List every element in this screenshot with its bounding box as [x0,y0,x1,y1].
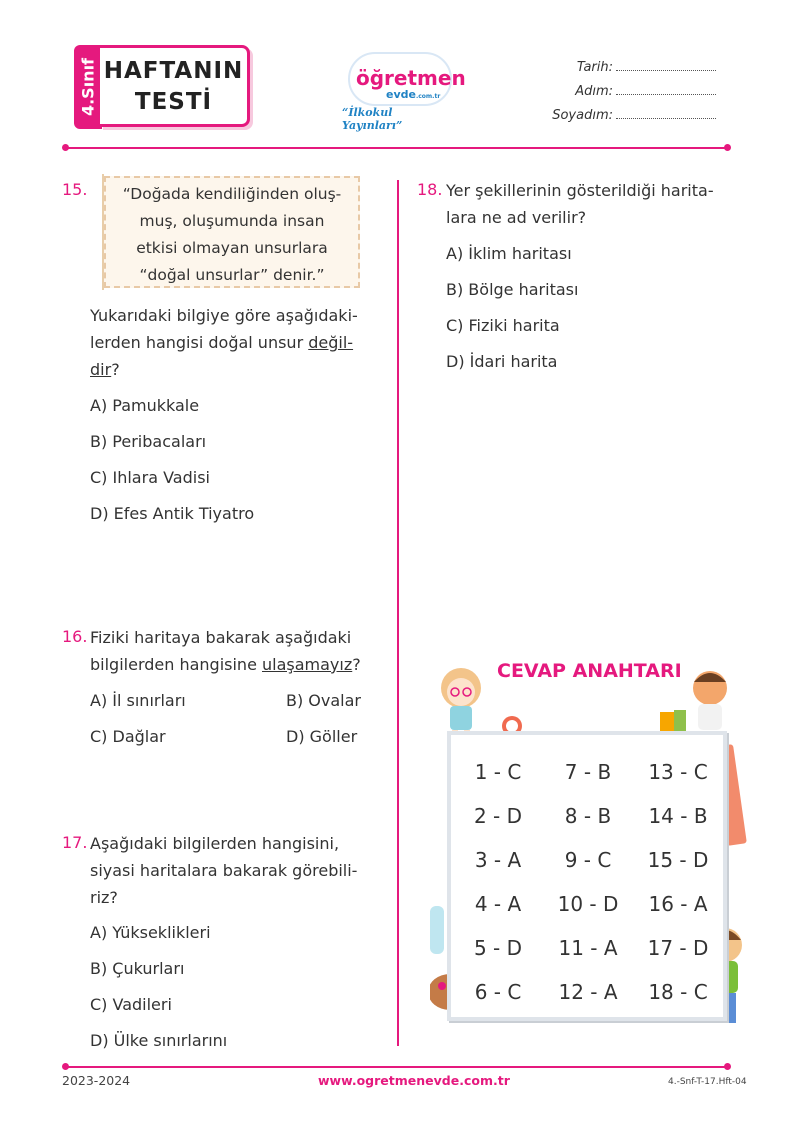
answer-item: 5 - D [473,936,523,960]
answer-item: 16 - A [648,892,708,916]
answer-item: 12 - A [558,980,618,1004]
question-number: 16. [62,627,88,646]
footer-divider [66,1066,726,1068]
question-number: 18. [417,180,443,199]
option-a[interactable]: A) Yükseklikleri [90,923,211,942]
question-number: 15. [62,180,88,199]
answer-item: 13 - C [648,760,708,784]
publisher-logo [340,46,466,132]
option-c[interactable]: C) Dağlar [90,727,166,746]
grade-label: 4.Sınıf [78,57,98,117]
title-line-1: HAFTANIN [103,58,244,84]
answer-item: 3 - A [474,848,522,872]
answer-item: 2 - D [473,804,523,828]
option-a[interactable]: A) İklim haritası [446,244,572,263]
option-a[interactable]: A) İl sınırları [90,691,186,710]
title-line-2: TESTİ [134,89,213,115]
divider-dot [62,144,69,151]
option-d[interactable]: D) Ülke sınırlarını [90,1031,228,1050]
question-stem: Yukarıdaki bilgiye göre aşağıdaki- lerden hangisi doğal unsur değil- dir? [90,306,358,379]
footer-code: 4.-Snf-T-17.Hft-04 [668,1077,747,1087]
answer-item: 11 - A [558,936,618,960]
logo-slogan: “İlkokul Yayınları” [342,106,403,132]
question-stem: Yer şekillerinin gösterildiği harita- lara ne ad verilir? [446,181,714,227]
answer-item: 6 - C [474,980,522,1004]
option-b[interactable]: B) Bölge haritası [446,280,579,299]
footer-year: 2023-2024 [62,1073,131,1088]
divider-dot [724,144,731,151]
option-d[interactable]: D) İdari harita [446,352,558,371]
answer-item: 15 - D [647,848,709,872]
answer-item: 7 - B [564,760,612,784]
question-stem: Fiziki haritaya bakarak aşağıdaki bilgilerden hangisine ulaşamayız? [90,628,361,674]
info-box: “Doğada kendiliğinden oluş- muş, oluşumunda insan etkisi olmayan unsurlara “doğal unsurlar” denir.” [104,176,360,288]
option-c[interactable]: C) Ihlara Vadisi [90,468,210,487]
answer-key-title: CEVAP ANAHTARI [497,660,682,682]
answer-item: 17 - D [647,936,709,960]
grade-tab [74,45,102,129]
column-divider [397,180,399,1046]
option-c[interactable]: C) Fiziki harita [446,316,560,335]
option-a[interactable]: A) Pamukkale [90,396,200,415]
answer-item: 8 - B [564,804,612,828]
footer-url[interactable]: www.ogretmenevde.com.tr [318,1073,510,1088]
page-title [100,45,250,127]
name-field: Adım: [575,84,716,99]
option-c[interactable]: C) Vadileri [90,995,172,1014]
header-divider [66,147,726,149]
logo-brand: öğretmen [356,66,466,90]
surname-field: Soyadım: [552,108,716,123]
answer-item: 18 - C [648,980,708,1004]
logo-brand-2: evde.com.tr [386,88,441,101]
option-b[interactable]: B) Peribacaları [90,432,207,451]
option-d[interactable]: D) Efes Antik Tiyatro [90,504,255,523]
divider-dot [724,1063,731,1070]
question-number: 17. [62,833,88,852]
answer-item: 4 - A [474,892,522,916]
answer-item: 1 - C [474,760,522,784]
answer-item: 9 - C [564,848,612,872]
date-field: Tarih: [577,60,716,75]
boy-icon [693,671,727,730]
option-b[interactable]: B) Ovalar [286,691,361,710]
option-d[interactable]: D) Göller [286,727,358,746]
answer-item: 10 - D [557,892,619,916]
answer-item: 14 - B [648,804,708,828]
divider-dot [62,1063,69,1070]
question-stem: Aşağıdaki bilgilerden hangisini, siyasi haritalara bakarak görebili- riz? [90,834,358,907]
test-tube-icon [430,906,444,954]
option-b[interactable]: B) Çukurları [90,959,185,978]
